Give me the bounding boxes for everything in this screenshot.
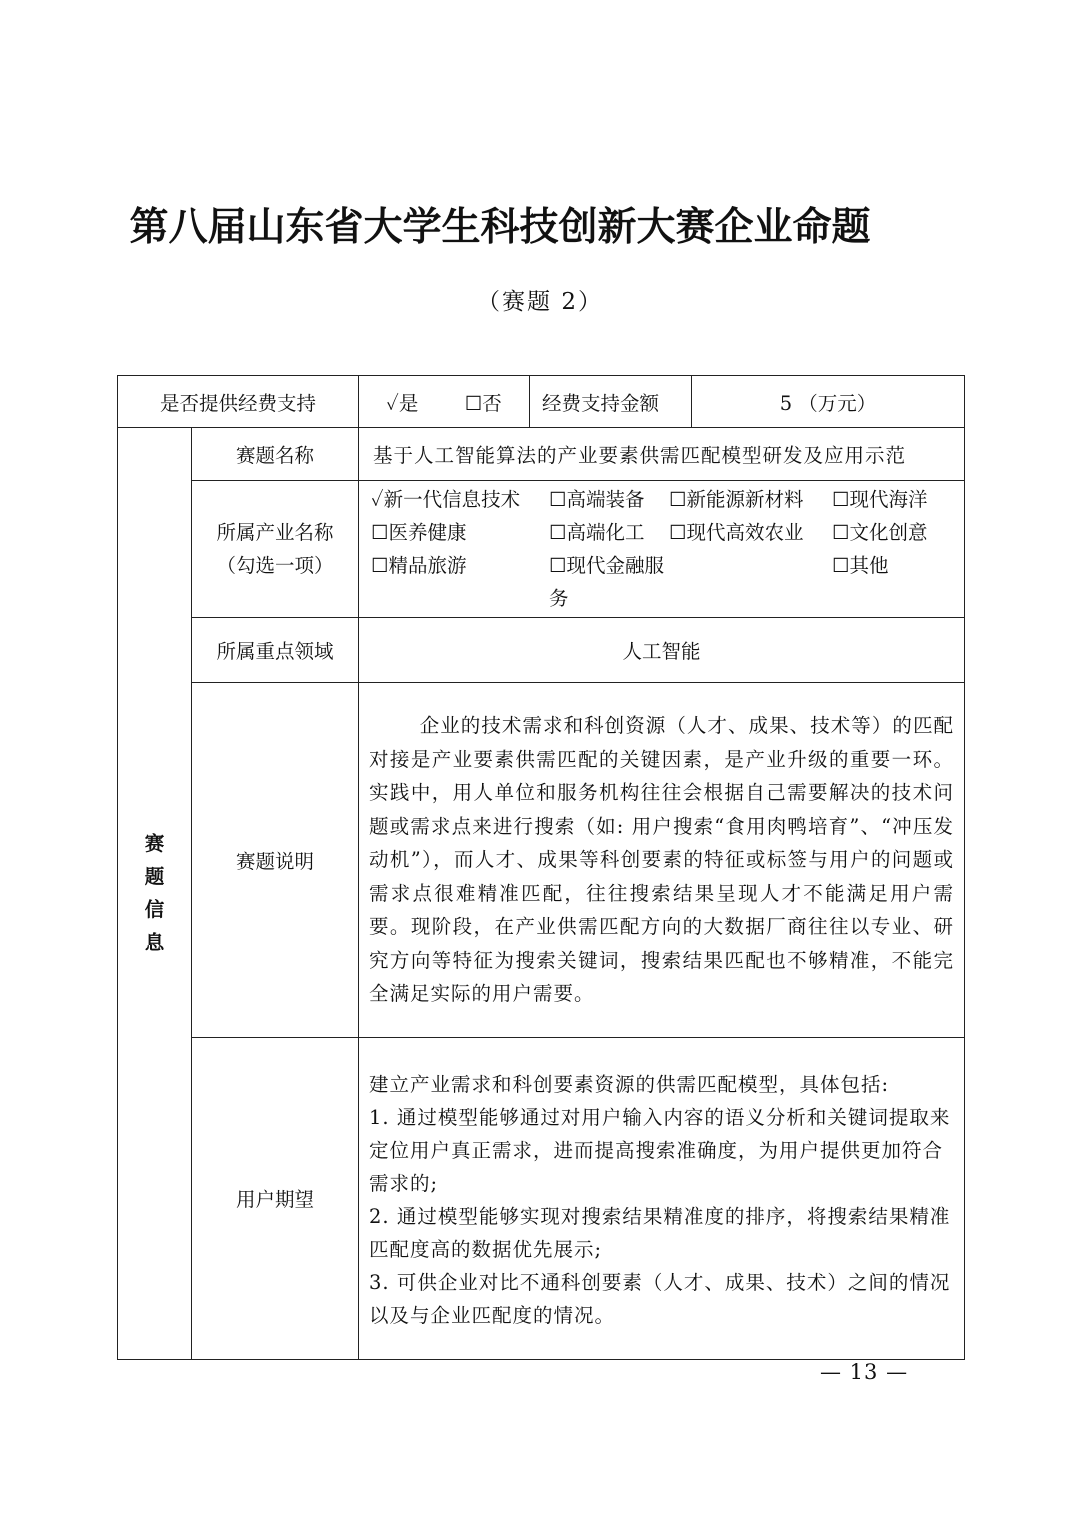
funding-label: 是否提供经费支持 (118, 376, 359, 428)
industry-label: 所属产业名称 （勾选一项） (192, 481, 359, 618)
industry-option-empty (669, 549, 832, 615)
funding-yes-checkbox[interactable]: ✓是 (386, 391, 419, 415)
document-subtitle: （赛题 2） (477, 289, 603, 315)
page-number: — 13 — (820, 1360, 909, 1384)
description-row (118, 683, 965, 1038)
industry-option-checkbox[interactable]: ☐高端化工 (549, 521, 645, 544)
expectation-row (118, 1037, 965, 1359)
section-label-topic-info: 赛 题 信 息 (118, 428, 192, 1360)
funding-amount-label: 经费支持金额 (530, 376, 692, 428)
key-field-row (118, 618, 965, 683)
key-field-label: 所属重点领域 (192, 618, 359, 683)
competition-topic-table (117, 375, 965, 1360)
industry-options (359, 481, 965, 618)
description-cell (359, 683, 965, 1038)
funding-no-checkbox[interactable]: ☐否 (464, 391, 502, 415)
expectation-cell (359, 1037, 965, 1359)
topic-name-value: 基于人工智能算法的产业要素供需匹配模型研发及应用示范 (359, 428, 965, 481)
industry-option-checkbox[interactable]: ☐其他 (832, 554, 889, 577)
industry-option-checkbox[interactable]: ☐现代海洋 (832, 488, 928, 511)
description-text: 企业的技术需求和科创资源（人才、成果、技术等）的匹配对接是产业要素供需匹配的关键因素，是产业升级的重要一环。实践中，用人单位和服务机构往往会根据自己需要解决的技术问题或需求点来进行搜索（如: 用户搜索“食用肉鸭培育”、“冲压发动机”），而人才、成果等科创要素的特征或标签与用户的问题或需求点很难精准匹配，往往搜索结果呈现人才不能满足用户需要。现阶段，在产业供需匹配方向的大数据厂商往往以专业、研究方向等特征为搜索关键词，搜索结果匹配也不够精准，不能完全满足实际的用户需要。 (369, 714, 955, 1005)
industry-option-checkbox[interactable]: ☐文化创意 (832, 521, 928, 544)
description-label: 赛题说明 (192, 683, 359, 1038)
expectation-item: 2. 通过模型能够实现对搜索结果精准度的排序，将搜索结果精准匹配度高的数据优先展示; (369, 1205, 951, 1261)
expectation-item: 1. 通过模型能够通过对用户输入内容的语义分析和关键词提取来定位用户真正需求，进而提高搜索准确度，为用户提供更加符合需求的; (369, 1106, 951, 1195)
industry-option-checkbox[interactable]: ☐现代金融服务 (549, 554, 664, 610)
industry-option-checkbox[interactable]: ☐精品旅游 (371, 554, 467, 577)
industry-option-checkbox[interactable]: ☐高端装备 (549, 488, 645, 511)
industry-option-checkbox[interactable]: ☐新能源新材料 (669, 488, 804, 511)
industry-option-checkbox[interactable]: ☐医养健康 (371, 521, 467, 544)
expectation-intro: 建立产业需求和科创要素资源的供需匹配模型，具体包括: (369, 1073, 890, 1096)
industry-option-checkbox[interactable]: ☐现代高效农业 (669, 521, 804, 544)
topic-name-row (118, 428, 965, 481)
document-title: 第八届山东省大学生科技创新大赛企业命题 (129, 205, 871, 250)
expectation-label: 用户期望 (192, 1037, 359, 1359)
topic-name-label: 赛题名称 (192, 428, 359, 481)
key-field-value: 人工智能 (359, 618, 965, 683)
expectation-item: 3. 可供企业对比不通科创要素（人才、成果、技术）之间的情况以及与企业匹配度的情况。 (369, 1271, 951, 1327)
funding-amount-value: 5 （万元） (692, 376, 965, 428)
funding-row (118, 376, 965, 428)
funding-options (359, 376, 530, 428)
industry-option-checkbox[interactable]: ✓新一代信息技术 (371, 488, 521, 511)
industry-row (118, 481, 965, 618)
